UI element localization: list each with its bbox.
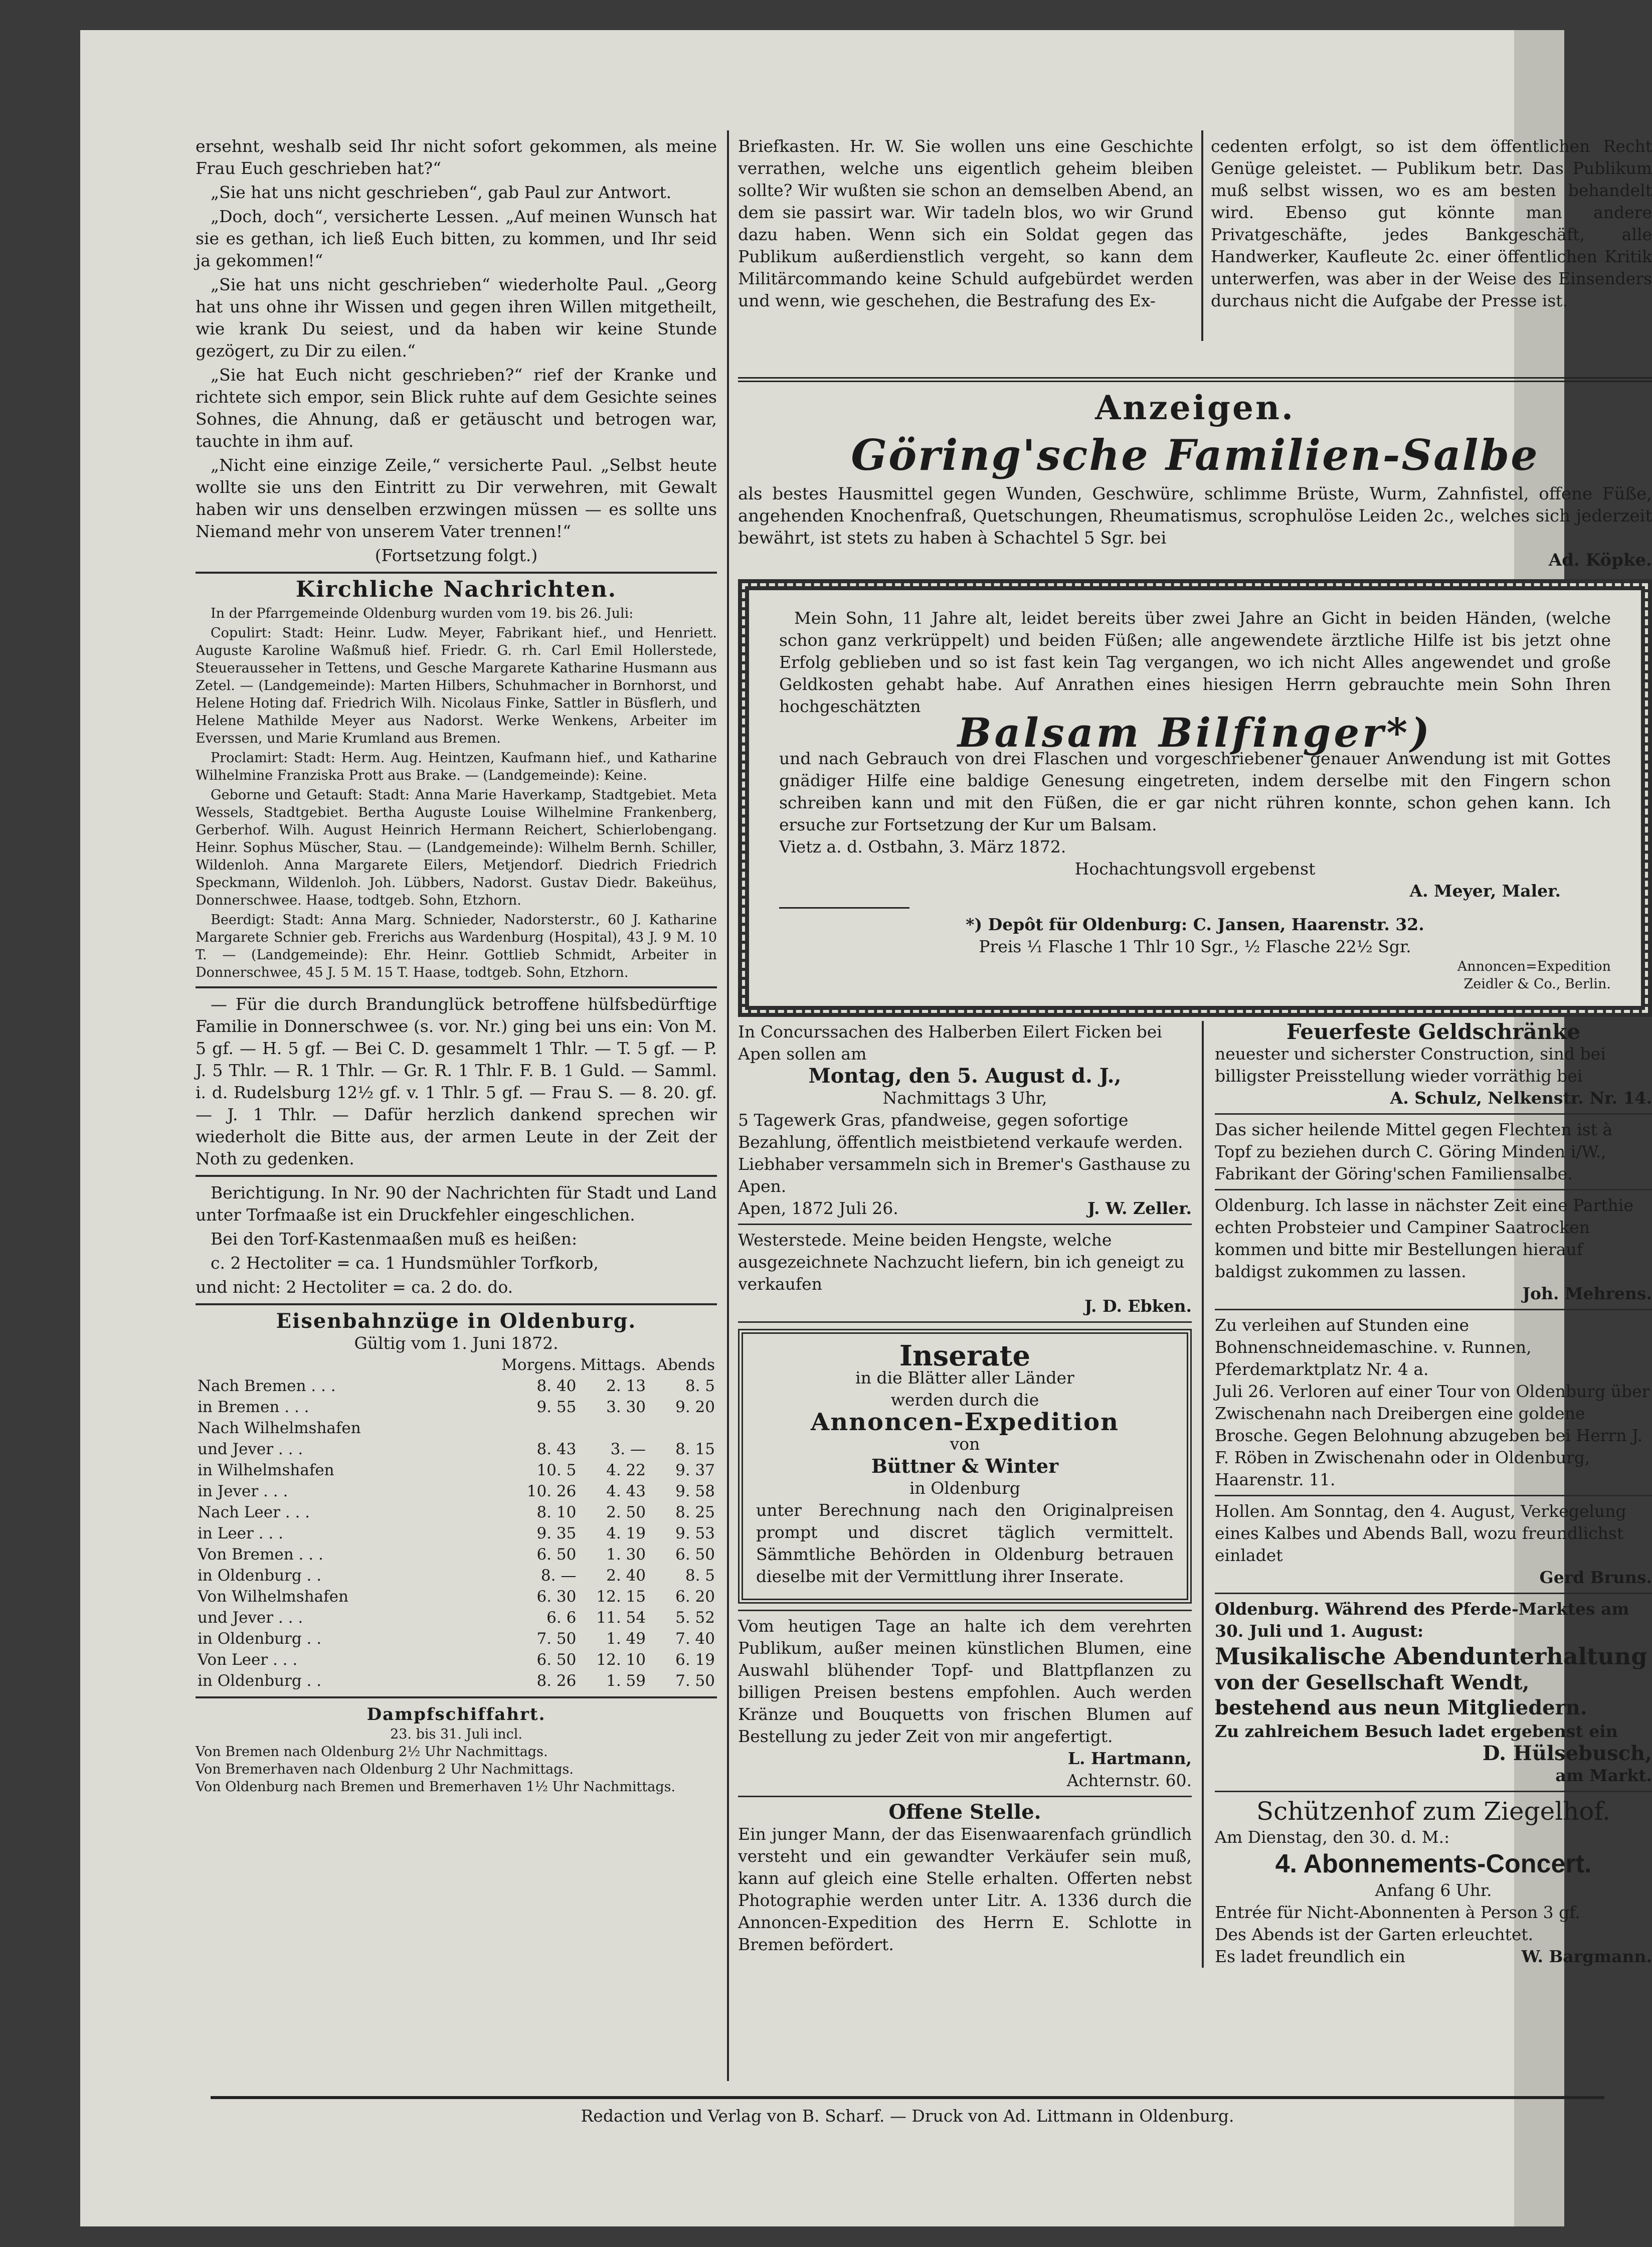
inserate-line: in Oldenburg bbox=[909, 1478, 1021, 1498]
auction-signature: J. W. Zeller. bbox=[1087, 1198, 1192, 1218]
hollen-ad: Hollen. Am Sonntag, den 4. August, Verkegelung eines Kalbes und Abends Ball, wozu freundlichst einladet bbox=[1215, 1501, 1626, 1565]
timetable-cell: 3. 30 bbox=[606, 1398, 646, 1416]
imprint-footer: Redaction und Verlag von B. Scharf. — Druck von Ad. Littmann in Oldenburg. bbox=[211, 2096, 1604, 2126]
safes-heading: Feuerfeste Geldschränke bbox=[1286, 1019, 1581, 1044]
divider bbox=[738, 1224, 1192, 1225]
inserate-firm: Büttner & Winter bbox=[871, 1455, 1059, 1477]
timetable-cell: 1. 59 bbox=[606, 1672, 646, 1690]
timetable-cell: 4. 22 bbox=[606, 1461, 646, 1479]
divider bbox=[1215, 1113, 1652, 1115]
story-paragraph: „Doch, doch“, versicherte Lessen. „Auf meinen Wunsch hat sie es gethan, ich ließ Euch bitten, zu kommen, und Ihr seid ja gekommen!“ bbox=[196, 207, 717, 270]
timetable-cell bbox=[578, 1418, 648, 1439]
timetable-cell: 8. 25 bbox=[675, 1503, 715, 1521]
advertisements-section bbox=[738, 371, 1652, 1968]
timetable-cell: 8. 43 bbox=[536, 1440, 577, 1458]
church-geborne: Geborne und Getauft: Stadt: Anna Marie Haverkamp, Stadtgebiet. Meta Wessels, Stadtgebiet. Bertha Auguste Louise Wilhelmine Frankenberg, Gerberhof. Wilh. August Heinrich Hermann Reichert, Schierlobengang. Heinr. Sophus Müscher, Stau. — (Landgemeinde): Wilhelm Bernh. Schiller, Wildenloh. Anna Margarete Eilers, Metjendorf. Diedrich Friedrich Speckmann, Wildenloh. Joh. Lübbers, Nadorst. Gustav Diedr. Bakeühus, Donnerschwee. Haase, todtgeb. Sohn, Etzhorn. bbox=[196, 787, 717, 908]
timetable-cell: in Jever . . . bbox=[198, 1482, 288, 1500]
divider bbox=[1215, 1593, 1652, 1594]
timetable-cell: 6. 30 bbox=[536, 1588, 577, 1606]
inserate-title: Inserate bbox=[899, 1339, 1031, 1372]
job-text: Ein junger Mann, der das Eisenwaarenfach gründlich versteht und ein gewandter Verkäufer sein muß, kann auf gleich eine Stelle erhalten. Offerten nebst Photographie werden unter Litr. A. 1336 durch die Annoncen-Expedition des Herrn E. Schlotte in Bremen befördert. bbox=[738, 1824, 1192, 1954]
timetable-row bbox=[196, 1544, 717, 1565]
salbe-title: Göring'sche Familien-Salbe bbox=[851, 430, 1539, 480]
correction-line: und nicht: 2 Hectoliter = ca. 2 do. do. bbox=[196, 1277, 513, 1297]
timetable-cell: Von Leer . . . bbox=[198, 1651, 298, 1669]
balsam-text: und nach Gebrauch von drei Flaschen und vorgeschriebener genauer Anwendung ist mit Gottes gnädiger Hilfe eine baldige Genesung eingetreten, indem derselbe mit den Fingern schon schreiben kann und mit den Füßen, die er gar nicht rühren konnte, schon gehen kann. Ich ersuche zur Fortsetzung der Kur um Balsam. bbox=[779, 749, 1611, 834]
timetable-cell: 1. 30 bbox=[606, 1545, 646, 1564]
steamship-line: Von Oldenburg nach Bremen und Bremerhaven 1½ Uhr Nachmittags. bbox=[196, 1779, 676, 1795]
letterbox-text-cont: cedenten erfolgt, so ist dem öffentlichen Recht Genüge geleistet. — Publikum betr. Das Publikum muß selbst wissen, wo es am besten behandelt wird. Ebenso gut könnte man andere Privatgeschäfte, jedes Bankgeschäft, alle Handwerker, Kaufleute 2c. einer öffentlichen Kritik unterwerfen, was aber in der Weise des Einsenders durchaus nicht die Aufgabe der Presse ist. bbox=[1211, 136, 1652, 310]
timetable-cell: 6. 50 bbox=[675, 1545, 715, 1564]
timetable-cell: 8. 40 bbox=[536, 1377, 577, 1395]
timetable-cell: 6. 50 bbox=[536, 1545, 577, 1564]
timetable-row bbox=[196, 1460, 717, 1481]
balsam-title: Balsam Bilfinger*) bbox=[957, 709, 1433, 756]
schuetzenhof-note: Des Abends ist der Garten erleuchtet. bbox=[1215, 1925, 1534, 1944]
timetable-cell: 9. 35 bbox=[536, 1524, 577, 1542]
music-invite: Zu zahlreichem Besuch ladet ergebenst ein bbox=[1215, 1721, 1618, 1741]
music-address: am Markt. bbox=[1555, 1766, 1652, 1785]
schuetzenhof-date: Am Dienstag, den 30. d. M.: bbox=[1215, 1827, 1450, 1847]
seed-ad: Oldenburg. Ich lasse in nächster Zeit eine Parthie echten Probsteier und Campiner Saatrocken kommen und bitte mir Bestellungen hierauf baldigst zukommen zu lassen. bbox=[1215, 1195, 1633, 1281]
annonce-firm: Zeidler & Co., Berlin. bbox=[1463, 976, 1611, 992]
timetable-cell: in Oldenburg . . bbox=[198, 1672, 322, 1690]
timetable-row bbox=[196, 1586, 717, 1607]
story-paragraph: ersehnt, weshalb seid Ihr nicht sofort gekommen, als meine Frau Euch geschrieben hat?“ bbox=[196, 136, 717, 178]
correction-line: c. 2 Hectoliter = ca. 1 Hundsmühler Torfkorb, bbox=[211, 1253, 599, 1273]
column-left bbox=[196, 135, 717, 1796]
timetable-cell: 10. 5 bbox=[536, 1461, 577, 1479]
timetable-cell: 10. 26 bbox=[526, 1482, 577, 1500]
schuetzenhof-time: Anfang 6 Uhr. bbox=[1375, 1880, 1492, 1900]
timetable-cell: 6. 6 bbox=[546, 1609, 577, 1627]
timetable-cell: Nach Wilhelmshafen bbox=[198, 1419, 361, 1437]
timetable-row bbox=[196, 1649, 717, 1670]
story-paragraph: „Sie hat Euch nicht geschrieben?“ rief der Kranke und richtete sich empor, sein Blick ruhte auf dem Gesichte seines Sohnes, die Ahnung, daß er getäuscht und betrogen war, tauchte in ihm auf. bbox=[196, 365, 717, 451]
railway-heading: Eisenbahnzüge in Oldenburg. bbox=[276, 1309, 637, 1333]
timetable-cell: in Bremen . . . bbox=[198, 1398, 309, 1416]
timetable-header-cell: Morgens. bbox=[501, 1356, 577, 1374]
divider bbox=[1215, 1791, 1652, 1792]
railway-timetable bbox=[196, 1354, 717, 1691]
timetable-row bbox=[196, 1565, 717, 1586]
timetable-cell: 3. — bbox=[610, 1440, 646, 1458]
timetable-cell: 7. 50 bbox=[536, 1630, 577, 1648]
timetable-cell: 8. 26 bbox=[536, 1672, 577, 1690]
timetable-row bbox=[196, 1375, 717, 1397]
timetable-cell: und Jever . . . bbox=[198, 1440, 303, 1458]
divider bbox=[1215, 1495, 1652, 1496]
timetable-cell: 7. 40 bbox=[675, 1630, 715, 1648]
divider bbox=[196, 1696, 717, 1698]
timetable-cell: Nach Leer . . . bbox=[198, 1503, 310, 1521]
timetable-row bbox=[196, 1439, 717, 1460]
flowers-address: Achternstr. 60. bbox=[1066, 1771, 1192, 1790]
church-intro: In der Pfarrgemeinde Oldenburg wurden vom 19. bis 26. Juli: bbox=[211, 606, 634, 621]
lost-brooch-ad: Juli 26. Verloren auf einer Tour von Oldenburg über Zwischenahn nach Dreibergen eine goldene Brosche. Gegen Belohnung abzugeben bei Herrn J. F. Röben in Zwischenahn oder in Oldenburg, Haarenstr. 11. bbox=[1215, 1381, 1650, 1489]
column-rule bbox=[1201, 130, 1203, 341]
continuation-note: (Fortsetzung folgt.) bbox=[375, 546, 538, 565]
flowers-ad: Vom heutigen Tage an halte ich dem verehrten Publikum, außer meinen künstlichen Blumen, eine Auswahl blühender Topf- und Blattpflanzen zu billigen Preisen bestens empfohlen. Auch werden Kränze und Bouquetts von frischen Blumen auf Bestellung zu jeder Zeit von mir angefertigt. bbox=[738, 1616, 1192, 1746]
balsam-depot: *) Depôt für Oldenburg: C. Jansen, Haarenstr. 32. bbox=[966, 915, 1424, 934]
divider bbox=[738, 1610, 1192, 1611]
story-paragraph: „Sie hat uns nicht geschrieben“, gab Paul zur Antwort. bbox=[211, 183, 672, 202]
inserate-line: werden durch die bbox=[890, 1390, 1039, 1410]
annonce-expedition: Annoncen=Expedition bbox=[1457, 959, 1611, 974]
double-rule bbox=[738, 377, 1652, 382]
balsam-price: Preis ¹⁄₁ Flasche 1 Thlr 10 Sgr., ½ Flasche 22½ Sgr. bbox=[979, 937, 1411, 956]
divider bbox=[1215, 1309, 1652, 1310]
timetable-cell: 4. 19 bbox=[606, 1524, 646, 1542]
timetable-row bbox=[196, 1502, 717, 1523]
ads-heading: Anzeigen. bbox=[1095, 388, 1295, 427]
auction-time: Nachmittags 3 Uhr, bbox=[882, 1088, 1047, 1108]
timetable-cell: 5. 52 bbox=[675, 1609, 715, 1627]
balsam-intro: Mein Sohn, 11 Jahre alt, leidet bereits über zwei Jahre an Gicht in beiden Händen, (welche schon ganz verkrüppelt) und beiden Füßen; alle angewendete ärztliche Hilfe ist bis jetzt ohne Erfolg geblieben und so ist fast kein Tag vergangen, wo ich nicht Alles angewendet und große Geldkosten gehabt habe. Auf Anrathen eines hiesigen Herrn gebrauchte mein Sohn Ihren hochgeschätzten bbox=[779, 608, 1611, 716]
schuetzenhof-price: Entrée für Nicht-Abonnenten à Person 3 gf. bbox=[1215, 1903, 1580, 1922]
salbe-seller: Ad. Köpke. bbox=[1548, 550, 1652, 570]
timetable-cell: 6. 20 bbox=[675, 1588, 715, 1606]
timetable-cell: 9. 58 bbox=[675, 1482, 715, 1500]
balsam-place: Vietz a. d. Ostbahn, 3. März 1872. bbox=[779, 837, 1066, 856]
stallion-signature: J. D. Ebken. bbox=[1084, 1296, 1192, 1316]
timetable-header bbox=[196, 1354, 717, 1375]
balsam-signature: A. Meyer, Maler. bbox=[1409, 881, 1561, 901]
stallion-ad: Westerstede. Meine beiden Hengste, welche ausgezeichnete Nachzucht liefern, bin ich geneigt zu verkaufen bbox=[738, 1230, 1185, 1294]
timetable-cell: 9. 20 bbox=[675, 1398, 715, 1416]
schuetzenhof-invite: Es ladet freundlich ein bbox=[1215, 1947, 1405, 1966]
salbe-text: als bestes Hausmittel gegen Wunden, Geschwüre, schlimme Brüste, Wurm, Zahnfistel, offene Füße, angehenden Knochenfraß, Quetschungen, Rheumatismus, scrophulöse Leiden 2c., welches sich jederzeit bewährt, ist stets zu haben à Schachtel 5 Sgr. bei bbox=[738, 484, 1652, 548]
timetable-header-cell: Abends bbox=[656, 1356, 715, 1374]
correction-line: Bei den Torf-Kastenmaaßen muß es heißen: bbox=[211, 1229, 578, 1249]
timetable-cell: in Oldenburg . . bbox=[198, 1567, 322, 1585]
church-proclamirt: Proclamirt: Stadt: Herm. Aug. Heintzen, Kaufmann hief., und Katharine Wilhelmine Franziska Prott aus Brake. — (Landgemeinde): Keine. bbox=[196, 750, 717, 783]
auction-place: Apen, 1872 Juli 26. bbox=[738, 1198, 898, 1218]
timetable-cell: 7. 50 bbox=[675, 1672, 715, 1690]
steamship-line: Von Bremerhaven nach Oldenburg 2 Uhr Nachmittags. bbox=[196, 1762, 574, 1777]
letterbox-text: Briefkasten. Hr. W. Sie wollen uns eine Geschichte verrathen, welche uns eigentlich geheim bleiben sollte? Wir wußten sie schon an demselben Abend, an dem sie passirt war. Wir tadeln blos, wo wir Grund dazu haben. Wenn sich ein Soldat gegen das Publikum außerdienstlich vergeht, so kann dem Militärcommando keine Schuld aufgebürdet werden und wenn, wie geschehen, die Bestrafung des Ex- bbox=[738, 136, 1193, 310]
timetable-cell bbox=[648, 1418, 717, 1439]
music-group: von der Gesellschaft Wendt, bestehend aus neun Mitgliedern. bbox=[1215, 1671, 1587, 1719]
job-heading: Offene Stelle. bbox=[888, 1800, 1041, 1824]
timetable-cell: 8. 5 bbox=[685, 1567, 715, 1585]
inserate-line: in die Blätter aller Länder bbox=[855, 1368, 1074, 1388]
church-copulirt: Copulirt: Stadt: Heinr. Ludw. Meyer, Fabrikant hief., und Henriett. Auguste Karoline Waßmuß hief. Friedr. G. rh. Carl Emil Hollerstede, Steuerausseher in Tettens, und Gesche Margarete Katharine Husmann aus Zetel. — (Landgemeinde): Marten Hilbers, Schuhmacher in Bornhorst, und Helene Hoting daf. Friedrich Wilh. Nicolaus Finke, Sattler in Büsflerh, und Helene Mathilde Meyer aus Nadorst. Werke Wenkens, Arbeiter im Everssen, und Marie Krumland aus Bremen. bbox=[196, 625, 717, 746]
auction-text: 5 Tagewerk Gras, pfandweise, gegen sofortige Bezahlung, öffentlich meistbietend verkaufe werden. Liebhaber versammeln sich in Bremer's Gasthause zu Apen. bbox=[738, 1110, 1191, 1196]
divider bbox=[779, 907, 909, 909]
divider bbox=[738, 1321, 1192, 1323]
timetable-cell: in Oldenburg . . bbox=[198, 1630, 322, 1648]
flowers-signature: L. Hartmann, bbox=[1067, 1749, 1192, 1768]
steamship-period: 23. bis 31. Juli incl. bbox=[390, 1726, 522, 1742]
timetable-cell: 2. 50 bbox=[606, 1503, 646, 1521]
timetable-cell: 6. 19 bbox=[675, 1651, 715, 1669]
newspaper-page bbox=[80, 30, 1652, 2226]
letterbox-column bbox=[738, 135, 1193, 314]
timetable-cell: Nach Bremen . . . bbox=[198, 1377, 336, 1395]
timetable-cell: 9. 53 bbox=[675, 1524, 715, 1542]
correction-notice: Berichtigung. In Nr. 90 der Nachrichten für Stadt und Land unter Torfmaaße ist ein Druckfehler eingeschlichen. bbox=[196, 1183, 717, 1225]
church-news-heading: Kirchliche Nachrichten. bbox=[295, 577, 617, 602]
timetable-cell: 4. 43 bbox=[606, 1482, 646, 1500]
timetable-cell: und Jever . . . bbox=[198, 1609, 303, 1627]
divider bbox=[196, 572, 717, 574]
schuetzenhof-title: Schützenhof zum Ziegelhof. bbox=[1256, 1797, 1611, 1826]
timetable-cell: 8. — bbox=[540, 1567, 577, 1585]
timetable-header-cell bbox=[196, 1354, 499, 1375]
inserate-text: unter Berechnung nach den Originalpreisen prompt und discret täglich vermittelt. Sämmtliche Behörden in Oldenburg betrauen dieselbe mit der Vermittlung ihrer Inserate. bbox=[756, 1500, 1174, 1586]
music-intro: Oldenburg. Während des Pferde-Marktes am 30. Juli und 1. August: bbox=[1215, 1599, 1629, 1641]
steamship-line: Von Bremen nach Oldenburg 2½ Uhr Nachmittags. bbox=[196, 1744, 548, 1760]
ads-right-column bbox=[1204, 1021, 1652, 1968]
inserate-agency: Annoncen-Expedition bbox=[811, 1408, 1119, 1436]
story-paragraph: „Nicht eine einzige Zeile,“ versicherte Paul. „Selbst heute wollte sie uns den Eintritt zu Dir verwehren, mit Gewalt haben wir uns denselben erzwingen müssen — es sollte uns Niemand mehr von unserem Vater trennen!“ bbox=[196, 455, 717, 541]
timetable-cell: 2. 40 bbox=[606, 1567, 646, 1585]
auction-intro: In Concurssachen des Halberben Eilert Ficken bei Apen sollen am bbox=[738, 1022, 1162, 1064]
timetable-cell: 11. 54 bbox=[596, 1609, 646, 1627]
seed-signature: Joh. Mehrens. bbox=[1522, 1284, 1652, 1303]
timetable-row bbox=[196, 1523, 717, 1544]
timetable-row bbox=[196, 1607, 717, 1628]
flechten-ad: Das sicher heilende Mittel gegen Flechten ist à Topf zu beziehen durch C. Göring Minden i/W., Fabrikant der Göring'schen Familiensalbe. bbox=[1215, 1120, 1613, 1183]
inserate-box bbox=[738, 1329, 1192, 1604]
inserate-line: von bbox=[950, 1434, 980, 1454]
timetable-cell: 6. 50 bbox=[536, 1651, 577, 1669]
donation-notice: — Für die durch Brandunglück betroffene hülfsbedürftige Familie in Donnerschwee (s. vor. Nr.) ging bei uns ein: Von M. 5 gf. — H. 5 gf. — Bei C. D. gesammelt 1 Thlr. — T. 5 gf. — P. J. 5 Thlr. — R. 1 Thlr. — Gr. R. 1 Thlr. F. B. 1 Guld. — Samml. i. d. Rudelsburg 12½ gf. v. 1 Thlr. 5 gf. — Frau S. — 8. 20. gf. — J. 1 Thlr. — Dafür herzlich dankend sprechen wir wiederholt die Bitte aus, der armen Leute in der Zeit der Noth zu gedenken. bbox=[196, 994, 717, 1168]
music-title: Musikalische Abendunterhaltung bbox=[1215, 1643, 1647, 1670]
timetable-cell: in Leer . . . bbox=[198, 1524, 283, 1542]
timetable-row bbox=[196, 1628, 717, 1649]
timetable-cell: 2. 13 bbox=[606, 1377, 646, 1395]
divider bbox=[196, 986, 717, 988]
timetable-cell: 8. 10 bbox=[536, 1503, 577, 1521]
ads-left-column bbox=[738, 1021, 1204, 1968]
hollen-signature: Gerd Bruns. bbox=[1539, 1568, 1652, 1587]
auction-date: Montag, den 5. August d. J., bbox=[808, 1064, 1122, 1088]
timetable-cell: 8. 5 bbox=[685, 1377, 715, 1395]
timetable-cell: 1. 49 bbox=[606, 1630, 646, 1648]
steamship-heading: Dampfschiffahrt. bbox=[366, 1704, 546, 1724]
balsam-ad-frame bbox=[738, 579, 1652, 1017]
timetable-cell: in Wilhelmshafen bbox=[198, 1461, 334, 1479]
timetable-row bbox=[196, 1481, 717, 1502]
church-beerdigt: Beerdigt: Stadt: Anna Marg. Schnieder, Nadorsterstr., 60 J. Katharine Margarete Schnier geb. Frerichs aus Wardenburg (Hospital), 43 J. 9 M. 10 T. — (Landgemeinde): Ehr. Heinr. Gottlieb Schmidt, Arbeiter in Donnerschwee, 45 J. 5 M. 15 T. Haase, todtgeb. Sohn, Etzhorn. bbox=[196, 912, 717, 980]
schuetzenhof-signature: W. Bargmann. bbox=[1521, 1947, 1652, 1966]
balsam-greeting: Hochachtungsvoll ergebenst bbox=[1074, 859, 1316, 879]
timetable-cell: 12. 15 bbox=[596, 1588, 646, 1606]
rental-ad: Zu verleihen auf Stunden eine Bohnenschneidemaschine. v. Runnen, Pferdemarktplatz Nr. 4 a. bbox=[1215, 1315, 1532, 1379]
schuetzenhof-concert: 4. Abonnements-Concert. bbox=[1275, 1849, 1592, 1878]
timetable-cell: 12. 10 bbox=[596, 1651, 646, 1669]
story-paragraph: „Sie hat uns nicht geschrieben“ wiederholte Paul. „Georg hat uns ohne ihr Wissen und gegen ihren Willen mitgetheilt, wie krank Du seiest, und da haben wir keine Stunde gezögert, zu Dir zu eilen.“ bbox=[196, 275, 717, 361]
divider bbox=[1215, 1189, 1652, 1190]
timetable-row bbox=[196, 1418, 717, 1439]
safes-signature: A. Schulz, Nelkenstr. Nr. 14. bbox=[1390, 1088, 1652, 1108]
timetable-cell: 9. 37 bbox=[675, 1461, 715, 1479]
timetable-cell: Von Bremen . . . bbox=[198, 1545, 323, 1564]
divider bbox=[196, 1175, 717, 1177]
column-rule bbox=[727, 130, 729, 2081]
timetable-cell: 8. 15 bbox=[675, 1440, 715, 1458]
timetable-row bbox=[196, 1670, 717, 1691]
railway-validity: Gültig vom 1. Juni 1872. bbox=[354, 1333, 559, 1353]
timetable-cell bbox=[499, 1418, 578, 1439]
divider bbox=[738, 1796, 1192, 1797]
timetable-header-cell: Mittags. bbox=[580, 1356, 646, 1374]
divider bbox=[196, 1303, 717, 1305]
timetable-cell: Von Wilhelmshafen bbox=[198, 1588, 348, 1606]
safes-text: neuester und sicherster Construction, sind bei billigster Preisstellung wieder vorräthig bei bbox=[1215, 1044, 1606, 1086]
timetable-cell: 9. 55 bbox=[536, 1398, 577, 1416]
timetable-row bbox=[196, 1397, 717, 1418]
letterbox-continued bbox=[1211, 135, 1652, 314]
music-signature: D. Hülsebusch, bbox=[1482, 1742, 1652, 1765]
